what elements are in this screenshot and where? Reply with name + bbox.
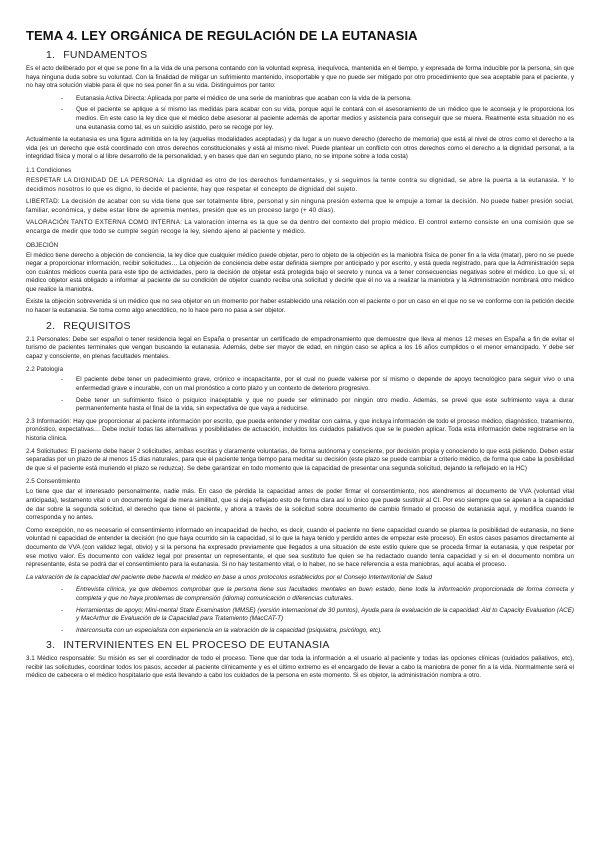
- subheading-objection: OBJECIÓN: [26, 241, 59, 249]
- paragraph-objection: El médico tiene derecho a objeción de conciencia, la ley dice que cualquier médico puede objetar, pero lo objeto de la objeción es la maniobra física de poner fin a la vida (matar), pero no se puede negar a proporcionar información, recibir solicitudes… La objeción de conciencia debe estar definida siempre por anticipado y por escrito, y está queda registrado, para que la Administración sepa con cuántos médicos cuenta para este tipo de actividades, pero la decisión de objetar está protegida bajo el secreto y nunca va a tener consecuencias negativas sobre el médico. Lo que sí, el médico objetor está obligado a informar al paciente de su condición de objetor cuando reciba una solicitud y decirle que él no va a realizar la maniobra y la Administración nombrará otro médico que realice la maniobra.: [26, 251, 574, 293]
- paragraph-personal: 2.1 Personales: Debe ser español o tener residencia legal en España o presentar un certificado de empadronamiento que demuestre que lleva al menos 12 meses en España a fin de evitar el turismo de pacientes terminales que vengan buscando la eutanasia. Además, debe ser mayor de edad, en ningún caso se aplica a los 16 años cumplidos o el menor emancipado. Y debe ser capaz y consciente, en plenas facultades mentales.: [26, 335, 574, 360]
- paragraph-information: 2.3 Información: Hay que proporcionar al paciente información por escrito, que pueda entender y meditar con calma, y que incluya información de todo el proceso médico, diagnóstico, tratamiento, pronóstico, expectativas… Debe incluir todas las alternativas y posibilidades de actuación, incluidos los cuidados paliativos que se le pueden aplicar. Toda esta información debe registrarse en la historia clínica.: [26, 417, 574, 442]
- pathology-list: [26, 376, 574, 413]
- euthanasia-types-list: [26, 95, 574, 132]
- paragraph-freedom: LIBERTAD: La decisión de acabar con su vida tiene que ser totalmente libre, personal y sin ninguna presión externa que le empuje a tomar la decisión. No puede haber presión social, familiar, económica, y debe estar libre de apremia mentes, presión que es un proceso largo (+ 40 días).: [26, 198, 574, 214]
- list-item: - Que el paciente se aplique a sí mismo las medidas para acabar con su vida, porque aquí le contará con el asesoramiento de un médico que le aconseja y le proporciona los medios. En este caso la ley dice que el médico debe asesorar al paciente además de aportar medios y asistencia para conseguir que se muera. Realmente esta situación no es una eutanasia como tal, es un suicidio asistido, pero se recoge por ley.: [76, 106, 574, 132]
- paragraph-intro: Es el acto deliberado por el que se pone fin a la vida de una persona contando con la voluntad expresa, inequívoca, mantenida en el tiempo, y expresada de forma inducible por la persona, sin que haya ninguna duda sobre su voluntad. Con la finalidad de mitigar un sufrimiento mantenido, insoportable y que no puede ser mitigado por otro procedimiento que sea aceptable para el paciente, y no hay otra solución viable para él que no sea poner fin a su vida. Distinguimos por tanto:: [26, 65, 574, 90]
- subheading-consent: 2.5 Consentimiento: [26, 478, 81, 486]
- paragraph-objection-sobrevenida: Existe la objeción sobrevenida si un médico que no sea objetor en un momento por haber establecido una relación con el paciente o por un caso en el que no se ve conforme con la petición decide no hacer la eutanasia. Se toma como algo anecdótico, no lo hace pero no pasa a ser objetor.: [26, 298, 574, 315]
- section-heading-requisitos: [46, 320, 574, 332]
- section-title: INTERVINIENTES EN EL PROCESO DE EUTANASIA: [63, 639, 330, 652]
- section-number: 1.: [46, 49, 56, 61]
- section-heading-fundamentos: [46, 49, 574, 61]
- paragraph-right: Actualmente la eutanasia es una figura admitida en la ley (aquellas modalidades aceptadas) y da lugar a un nuevo derecho (derecho de memoria) que está al nivel de otros como el derecho a la vida (es un derecho que está coordinado con otros derechos constitucionales y está al mismo nivel. Puede plantear un conflicto con otros derechos como el derecho a la dignidad personal, a la integridad física y moral o al libre desarrollo de la personalidad, y en bases que dan en segundo plano, no se impone sobre a toda costa): [26, 136, 574, 161]
- section-number: 3.: [46, 639, 56, 652]
- section-heading-intervinientes: [46, 639, 574, 651]
- section-title: FUNDAMENTOS: [63, 49, 148, 61]
- list-item: - Eutanasia Activa Directa: Aplicada por parte el médico de una serie de maniobras que acaban con la vida de la persona.: [76, 95, 574, 104]
- list-item: - Interconsulta con un especialista con experiencia en la valoración de la capacidad (psiquiatra, psicólogo, etc).: [76, 627, 574, 636]
- paragraph-consent: Lo tiene que dar el interesado personalmente, nadie más. En caso de pérdida la capacidad antes de poder firmar el consentimiento, nos atendremos al documento de VVA (voluntad vital anticipada), testamento vital o un documento legal de mera similitud, que si deja reflejado esto de forma clara así lo único que puede sustituir al CI. Por eso siempre que se apelan a la capacidad de dar sobre la segunda solicitud, el derecho que tiene el paciente, y ahora a través de la solicitud sobre documento de cambio firmado el proceso de eutanasia aquí, y modifica cuando le corresponda y no antes.: [26, 488, 574, 522]
- section-title: REQUISITOS: [63, 319, 131, 332]
- list-item: - Debe tener un sufrimiento físico o psíquico inaceptable y que no puede ser eliminado por ningún otro medio. Además, se prevé que este sufrimiento vaya a durar permanentemente hasta el final de la vida, sin expectativa de que vaya a reducirse.: [76, 397, 574, 414]
- subheading-pathology: 2.2 Patología: [26, 366, 64, 374]
- section-number: 2.: [46, 319, 56, 332]
- capacity-tools-list: [26, 586, 574, 635]
- paragraph-consent-exception: Como excepción, no es necesario el consentimiento informado en incapacidad de hecho, es decir, cuando el paciente no tiene capacidad cuando se plantea la posibilidad de eutanasia, no tiene voluntad ni capacidad de entender la decisión (no que haya ocurrido sin la capacidad, sí lo que la haya tenido y perdido antes de empezar este proceso). En estos casos pasamos directamente al documento de VVA (con validez legal, obvio) y si la persona ha expresado previamente que llegados a una situación de este estilo quiere que se proceda firmar la eutanasia, y que respetar por ese motivo valor. Es documento con validez legal por presentar un representante, el que sea sustituto fue quien se ha redactado cuando tenía capacidad y si en el documento nombra un representante, ésta se podrá dar el consentimiento para la eutanasia. Si no hay testamento vital, o lo haber, no se hace referencia a esta maniobras, aquí acaba el proceso.: [26, 526, 574, 569]
- list-item: - Herramientas de apoyo; Mini-mental State Examination (MMSE) (versión internacional de 30 puntos), Ayuda para la evaluación de la capacidad: Aid to Capacity Evaluation (ACE) y MacArthur de Evaluación de la Capacidad para Tratamiento (MacCAT-T): [76, 607, 574, 624]
- paragraph-dignity: RESPETAR LA DIGNIDAD DE LA PERSONA: La dignidad es otro de los derechos fundamentales, y si seguimos la tente contra su dignidad, se abre la puerta a la eutanasia. Y lo decidimos nosotros lo que es digno, lo decide el paciente, hay que respetar el concepto de dignidad del sujeto.: [26, 176, 574, 193]
- paragraph-requests: 2.4 Solicitudes: El paciente debe hacer 2 solicitudes, ambas escritas y claramente voluntarias, de forma autónoma y consciente, por decisión propia y conociendo lo que está pidiendo. Deben estar separadas por un plazo de al menos 15 días naturales, para que el paciente tenga tiempo para meditar su decisión (este plazo se puede cambiar a criterio médico, de forma que cabe la posibilidad de que si el paciente está muriendo el plazo se reduzca). Se debe garantizar en todo momento que la capacidad de presentar una segunda solicitud, dejando la reflejado en la HC): [26, 447, 574, 472]
- paragraph-valuation: VALORACIÓN TANTO EXTERNA COMO INTERNA: La valoración interna es la que se da dentro del contexto del propio médico. El control externo consiste en una comisión que se encarga de medir que todo se cumple según recoge la ley, siendo ajeno al paciente y médico.: [26, 219, 574, 235]
- list-item: - Entrevista clínica, ya que debemos comprobar que la persona tiene sus facultades mentales en buen estado, tiene toda la información proporcionada de forma correcta y completa y que no haya problemas de comprensión (idioma) comunicación o diferencias culturales.: [76, 586, 574, 603]
- paragraph-capacity-valuation: La valoración de la capacidad del paciente debe hacerla el médico en base a unos protocolos establecidos por el Consejo Interterritorial de Salud: [26, 573, 433, 581]
- document-title: TEMA 4. LEY ORGÁNICA DE REGULACIÓN DE LA EUTANASIA: [26, 28, 418, 43]
- paragraph-responsible-doctor: 3.1 Médico responsable: Su misión es ser el coordinador de todo el proceso. Tiene que dar toda la información a el usuario al paciente y todas las opciones clínicas (cuidados paliativos, etc), recibir las solicitudes, coordinar todos los pasos, acceder al paciente clínicamente y es el último extremo es el encargado de llevar a cabo la maniobra de poner fin a la vida. Normalmente será el médico de cabecera o el médico hospitalario que está llevando a cabo los cuidados de la persona en este momento. Si es objetor, la administración nombra a otro.: [26, 655, 574, 680]
- subheading-conditions: 1.1 Condiciones: [26, 166, 72, 174]
- list-item: - El paciente debe tener un padecimiento grave, crónico e incapacitante, por el cual no puede valerse por sí mismo o depende de apoyo tecnológico para seguir vivo o una enfermedad grave e incurable, con un mal pronóstico a corto plazo y un contexto de deterioro progresivo.: [76, 376, 574, 393]
